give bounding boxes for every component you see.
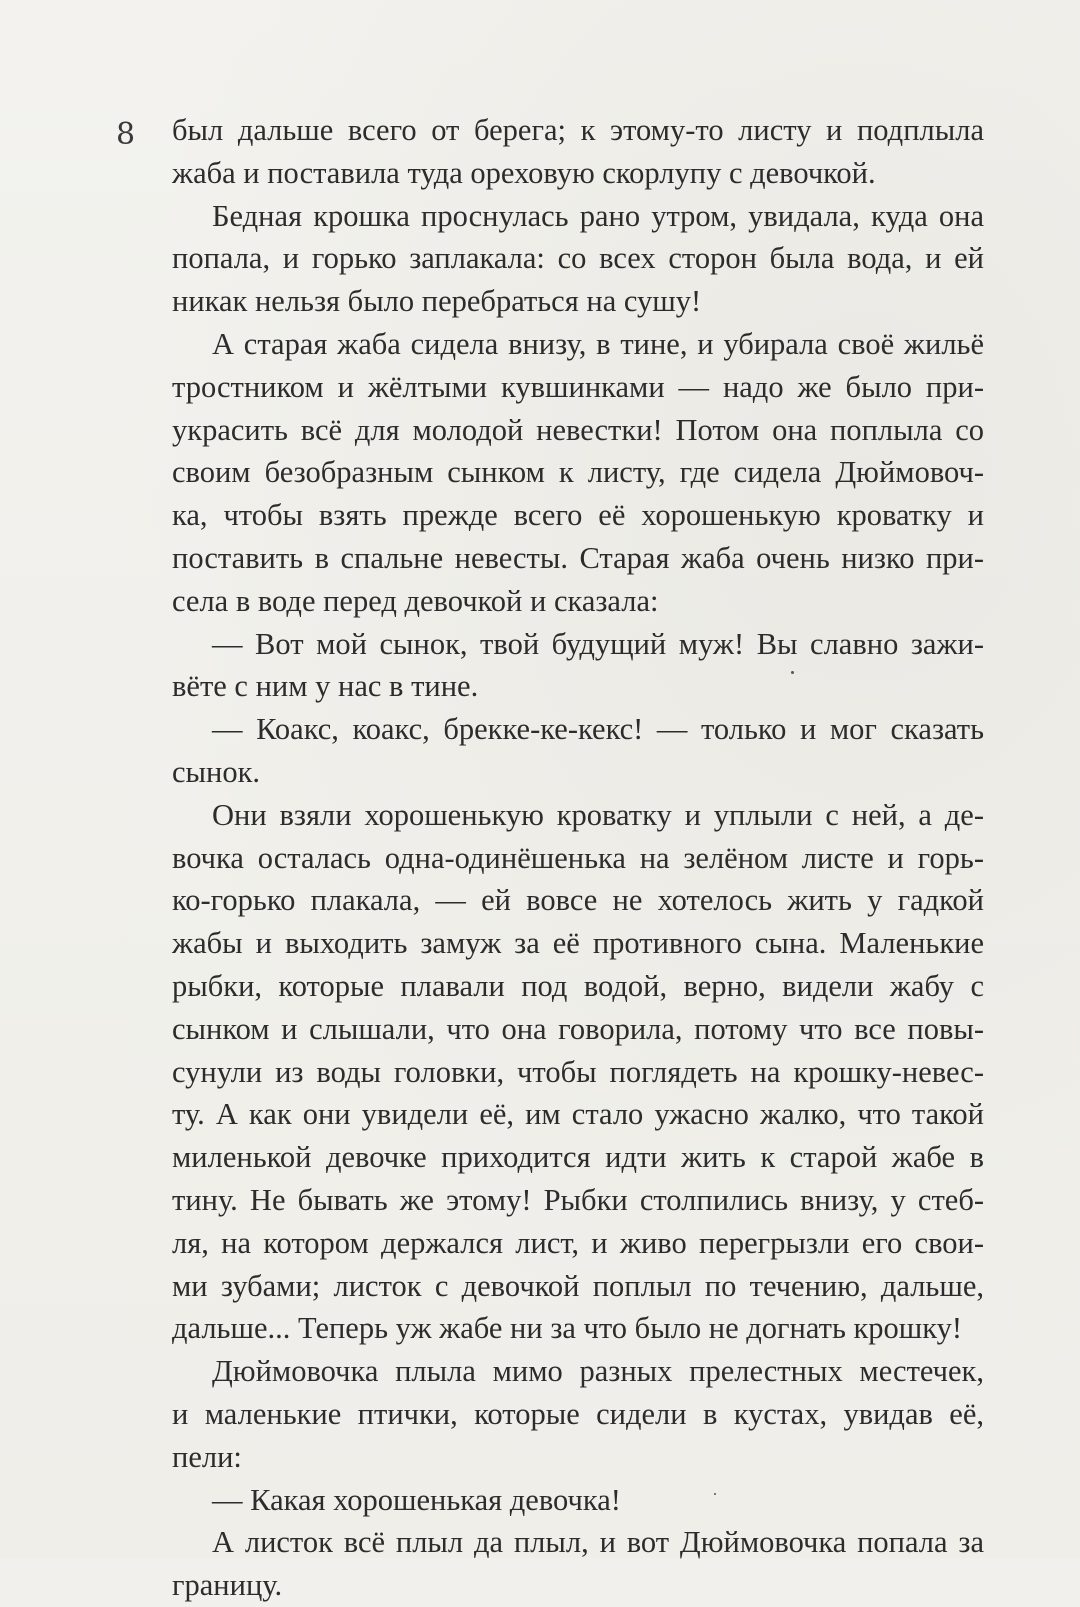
paragraph bbox=[172, 708, 984, 794]
text-line: ля, на котором держался лист, и живо перегрызли его свои- bbox=[172, 1225, 984, 1260]
paragraph bbox=[172, 1350, 984, 1478]
page-number: 8 bbox=[116, 117, 136, 152]
text-line: сынком и слышали, что она говорила, потому что все повы- bbox=[172, 1011, 984, 1046]
text-line: пели: bbox=[172, 1439, 242, 1474]
text-line: никак нельзя было перебраться на сушу! bbox=[172, 284, 702, 319]
text-line: Они взяли хорошенькую кроватку и уплыли с ней, а де- bbox=[212, 797, 984, 832]
text-line: был дальше всего от берега; к этому-то листу и подплыла bbox=[172, 113, 984, 147]
text-line: — Вот мой сынок, твой будущий муж! Вы славно зажи- bbox=[212, 626, 984, 661]
text-line: границу. bbox=[172, 1568, 283, 1603]
text-line: села в воде перед девочкой и сказала: bbox=[172, 583, 659, 618]
paragraph bbox=[172, 794, 984, 1350]
text-line: рыбки, которые плавали под водой, верно, видели жабу с bbox=[172, 968, 984, 1003]
text-line: дальше... Теперь уж жабе ни за что было не догнать крошку! bbox=[172, 1311, 963, 1346]
paragraph bbox=[172, 109, 984, 195]
text-line: своим безобразным сынком к листу, где сидела Дюймовоч- bbox=[172, 455, 984, 490]
text-line: украсить всё для молодой невестки! Потом она поплыла со bbox=[172, 412, 984, 447]
text-line: А листок всё плыл да плыл, и вот Дюймовочка попала за bbox=[212, 1525, 984, 1560]
text-line: поставить в спальне невесты. Старая жаба очень низко при- bbox=[172, 540, 984, 575]
print-speck bbox=[791, 671, 794, 674]
text-line: ми зубами; листок с девочкой поплыл по течению, дальше, bbox=[172, 1268, 984, 1303]
text-line: тростником и жёлтыми кувшинками — надо же было при- bbox=[172, 369, 984, 404]
paragraph bbox=[172, 195, 984, 323]
text-line: жабы и выходить замуж за её противного сына. Маленькие bbox=[172, 926, 984, 961]
text-line: сунули из воды головки, чтобы поглядеть на крошку-невес- bbox=[172, 1054, 984, 1089]
text-line: Дюймовочка плыла мимо разных прелестных местечек, bbox=[212, 1354, 984, 1389]
print-speck bbox=[714, 1493, 716, 1495]
text-line: и маленькие птички, которые сидели в кустах, увидав её, bbox=[172, 1396, 984, 1431]
text-line: вочка осталась одна-одинёшенька на зелёном листе и горь- bbox=[172, 840, 984, 875]
text-line: — Какая хорошенькая девочка! bbox=[212, 1482, 621, 1517]
paragraph bbox=[172, 1521, 984, 1607]
text-line: сынок. bbox=[172, 754, 261, 789]
text-line: тину. Не бывать же этому! Рыбки столпились внизу, у стеб- bbox=[172, 1182, 984, 1217]
text-line: попала, и горько заплакала: со всех сторон была вода, и ей bbox=[172, 241, 984, 276]
paragraph bbox=[172, 623, 984, 709]
paragraph bbox=[172, 1479, 984, 1522]
text-line: ко-горько плакала, — ей вовсе не хотелось жить у гадкой bbox=[172, 883, 984, 918]
text-line: — Коакс, коакс, брекке-ке-кекс! — только и мог сказать bbox=[212, 712, 984, 747]
text-line: А старая жаба сидела внизу, в тине, и убирала своё жильё bbox=[212, 326, 984, 361]
paragraph bbox=[172, 323, 984, 623]
body-text bbox=[172, 109, 984, 1607]
text-line: миленькой девочке приходится идти жить к старой жабе в bbox=[172, 1140, 984, 1175]
text-line: ка, чтобы взять прежде всего её хорошенькую кроватку и bbox=[172, 498, 984, 533]
text-line: Бедная крошка проснулась рано утром, увидала, куда она bbox=[212, 198, 984, 233]
text-line: ту. А как они увидели её, им стало ужасно жалко, что такой bbox=[172, 1097, 984, 1132]
text-line: жаба и поставила туда ореховую скорлупу с девочкой. bbox=[172, 155, 876, 190]
text-line: вёте с ним у нас в тине. bbox=[172, 669, 479, 704]
